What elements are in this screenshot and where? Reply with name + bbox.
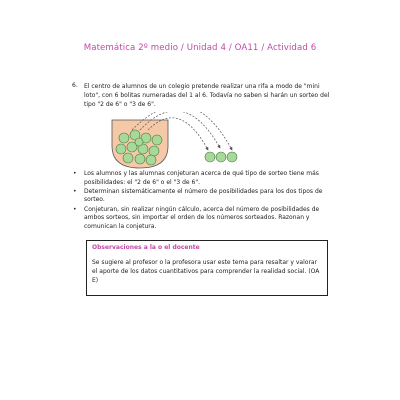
- observations-title: Observaciones a la o el docente: [92, 244, 200, 251]
- bullet-text: Los alumnos y las alumnas conjeturan acerca de qué tipo de sorteo tiene más posibilidades: el "2 de 6" o el "3 de 6".: [84, 170, 319, 186]
- bullet-item: [72, 206, 334, 232]
- teacher-observations-box: [86, 240, 328, 296]
- bullet-dot: •: [73, 205, 77, 213]
- bullet-dot: •: [73, 170, 77, 177]
- page-header: Matemática 2º medio / Unidad 4 / OA11 / Actividad 6: [83, 43, 317, 53]
- bullet-list: [72, 170, 334, 232]
- question-text: El centro de alumnos de un colegio pretende realizar una rifa a modo de "mini loto", con 6 bolitas numeradas del 1 al 6. Todavía no saben si harán un sorteo del tipo "2 de 6" o "3 de 6".: [84, 83, 330, 108]
- observations-text: Se sugiere al profesor o la profesora usar este tema para resaltar y valorar el aporte de los datos cuantitativos para comprender la realidad social. (OA E): [92, 259, 320, 284]
- drawn-balls: [205, 152, 237, 162]
- bullet-text: Conjeturan, sin realizar ningún cálculo, acerca del número de posibilidades de ambos sorteos, sin importar el orden de los números sorteados. Razonan y comunican la conjetura.: [84, 205, 320, 230]
- bullet-dot: •: [73, 187, 77, 195]
- bullet-item: [72, 170, 334, 187]
- bullet-text: Determinan sistemáticamente el número de posibilidades para los dos tipos de sorteo.: [84, 187, 323, 204]
- question-number: 6.: [72, 82, 78, 89]
- bullet-item: [72, 188, 334, 205]
- lottery-illustration: [110, 112, 260, 172]
